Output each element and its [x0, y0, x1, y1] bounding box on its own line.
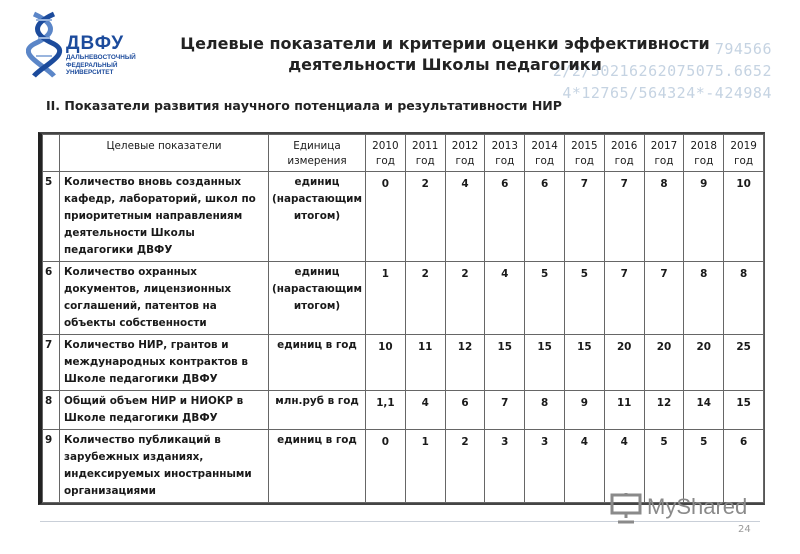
row-unit: единиц (нарастающим итогом) [269, 172, 366, 262]
row-value: 2 [445, 430, 485, 503]
header-year-number: 2010 [372, 140, 399, 152]
header-year-suffix: год [694, 155, 714, 167]
row-value: 8 [525, 391, 565, 430]
row-value: 7 [644, 262, 684, 335]
header-year [644, 135, 684, 172]
row-unit: единиц в год [269, 335, 366, 391]
row-index: 6 [43, 262, 60, 335]
row-unit: единиц в год [269, 430, 366, 503]
university-logo [26, 10, 146, 80]
row-value: 2 [405, 172, 445, 262]
header-year [684, 135, 724, 172]
background-number-line: 794566 [714, 40, 772, 58]
row-value: 10 [724, 172, 764, 262]
row-value: 0 [366, 430, 406, 503]
row-value: 15 [525, 335, 565, 391]
header-year-number: 2016 [610, 140, 638, 152]
header-year-suffix: год [455, 155, 475, 167]
logo-subtitle-line: ФЕДЕРАЛЬНЫЙ [66, 61, 118, 69]
header-year-number: 2012 [451, 140, 479, 152]
row-index: 5 [43, 172, 60, 262]
header-year-number: 2011 [411, 140, 439, 152]
row-index: 9 [43, 430, 60, 503]
header-year-suffix: год [415, 155, 435, 167]
row-value: 6 [724, 430, 764, 503]
table-row [43, 335, 764, 391]
row-value: 12 [644, 391, 684, 430]
table-row [43, 262, 764, 335]
header-year-number: 2019 [730, 140, 757, 152]
row-value: 6 [485, 172, 525, 262]
row-value: 15 [485, 335, 525, 391]
row-value: 14 [684, 391, 724, 430]
row-value: 4 [485, 262, 525, 335]
slide-title-line2: деятельности Школы педагогики [288, 55, 602, 74]
row-value: 1 [366, 262, 406, 335]
row-value: 4 [405, 391, 445, 430]
row-indicator: Количество вновь созданных кафедр, лабораторий, школ по приоритетным направлениям деятельности Школы педагогики ДВФУ [60, 172, 269, 262]
row-value: 20 [684, 335, 724, 391]
background-number-line: 2/2/50216262075075.6652 [552, 62, 772, 80]
slide-title-line1: Целевые показатели и критерии оценки эффективности [180, 34, 710, 53]
row-value: 8 [644, 172, 684, 262]
logo-subtitle-line: УНИВЕРСИТЕТ [66, 69, 114, 76]
row-value: 6 [445, 391, 485, 430]
header-year-number: 2013 [491, 140, 519, 152]
row-value: 5 [684, 430, 724, 503]
row-value: 25 [724, 335, 764, 391]
row-value: 4 [564, 430, 604, 503]
row-value: 3 [485, 430, 525, 503]
row-index: 7 [43, 335, 60, 391]
logo-name: ДВФУ [66, 33, 125, 54]
table-row [43, 391, 764, 430]
section-subtitle: II. Показатели развития научного потенциала и результативности НИР [46, 98, 562, 113]
header-year [604, 135, 644, 172]
row-value: 5 [644, 430, 684, 503]
header-unit [269, 135, 366, 172]
row-value: 8 [684, 262, 724, 335]
header-year-suffix: год [654, 155, 674, 167]
row-value: 9 [564, 391, 604, 430]
row-indicator: Общий объем НИР и НИОКР в Школе педагогики ДВФУ [60, 391, 269, 430]
header-year [564, 135, 604, 172]
row-value: 7 [564, 172, 604, 262]
table-row [43, 172, 764, 262]
header-year-suffix: год [495, 155, 515, 167]
header-year-suffix: год [535, 155, 555, 167]
header-year-number: 2014 [531, 140, 558, 152]
page-number: 24 [738, 524, 751, 535]
row-index: 8 [43, 391, 60, 430]
header-year [405, 135, 445, 172]
row-value: 9 [684, 172, 724, 262]
row-value: 8 [724, 262, 764, 335]
header-year-number: 2018 [690, 140, 717, 152]
row-value: 20 [604, 335, 644, 391]
header-year-suffix: год [614, 155, 634, 167]
header-year-number: 2017 [650, 140, 678, 152]
row-indicator: Количество публикаций в зарубежных изданиях, индексируемых иностранными организациями [60, 430, 269, 503]
row-value: 12 [445, 335, 485, 391]
header-year [485, 135, 525, 172]
indicators-table-frame [38, 132, 765, 505]
background-number-line: 4*12765/564324*-424984 [562, 84, 772, 102]
header-year-number: 2015 [571, 140, 598, 152]
row-value: 7 [604, 262, 644, 335]
row-value: 15 [724, 391, 764, 430]
indicators-table [42, 134, 764, 503]
logo-subtitle-line: ДАЛЬНЕВОСТОЧНЫЙ [66, 54, 136, 61]
row-value: 7 [485, 391, 525, 430]
row-value: 7 [604, 172, 644, 262]
row-value: 0 [366, 172, 406, 262]
header-unit-line1: Единица [293, 140, 341, 152]
row-value: 20 [644, 335, 684, 391]
row-value: 11 [405, 335, 445, 391]
dna-helix-icon [26, 10, 66, 80]
header-year [525, 135, 565, 172]
myshared-watermark[interactable] [607, 490, 767, 526]
row-indicator: Количество НИР, грантов и международных контрактов в Школе педагогики ДВФУ [60, 335, 269, 391]
row-value: 2 [445, 262, 485, 335]
slide-title [180, 33, 710, 75]
watermark-text: MyShared [647, 494, 748, 519]
header-unit-line2: измерения [287, 155, 347, 167]
header-year-suffix: год [375, 155, 395, 167]
row-value: 1 [405, 430, 445, 503]
header-year-suffix: год [734, 155, 754, 167]
row-value: 4 [445, 172, 485, 262]
row-value: 1,1 [366, 391, 406, 430]
header-year-suffix: год [574, 155, 594, 167]
row-value: 5 [525, 262, 565, 335]
header-year [366, 135, 406, 172]
row-value: 11 [604, 391, 644, 430]
header-index [43, 135, 60, 172]
row-indicator: Количество охранных документов, лицензионных соглашений, патентов на объекты собственности [60, 262, 269, 335]
row-unit: млн.руб в год [269, 391, 366, 430]
row-value: 6 [525, 172, 565, 262]
table-header-row [43, 135, 764, 172]
header-year [445, 135, 485, 172]
row-value: 15 [564, 335, 604, 391]
row-value: 3 [525, 430, 565, 503]
header-indicator: Целевые показатели [60, 135, 269, 172]
row-value: 4 [604, 430, 644, 503]
header-year [724, 135, 764, 172]
row-unit: единиц (нарастающим итогом) [269, 262, 366, 335]
row-value: 2 [405, 262, 445, 335]
row-value: 5 [564, 262, 604, 335]
presentation-board-icon [609, 492, 643, 524]
row-value: 10 [366, 335, 406, 391]
